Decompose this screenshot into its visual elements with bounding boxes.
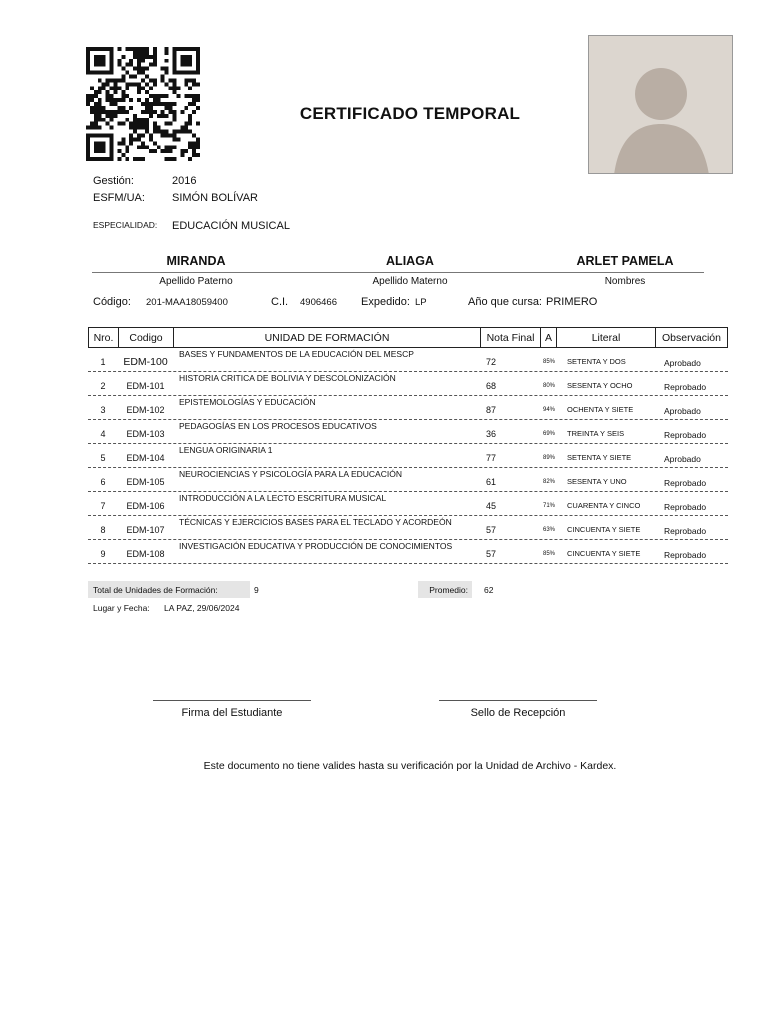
row-asistencia: 63% (543, 527, 556, 533)
row-nota: 87 (486, 405, 497, 415)
lugar-label: Lugar y Fecha: (93, 603, 150, 613)
col-asistencia: A (540, 327, 556, 348)
especialidad-label: ESPECIALIDAD: (93, 220, 158, 230)
row-nota: 57 (486, 525, 497, 535)
row-literal: OCHENTA Y SIETE (567, 405, 634, 414)
row-unidad: NEUROCIENCIAS Y PSICOLOGÍA PARA LA EDUCACIÓN (179, 469, 402, 479)
row-nro: 9 (100, 549, 106, 559)
row-codigo: EDM-105 (126, 477, 165, 487)
row-literal: SETENTA Y SIETE (567, 453, 632, 462)
row-codigo: EDM-102 (126, 405, 165, 415)
row-literal: CUARENTA Y CINCO (567, 501, 641, 510)
student-photo (588, 35, 733, 174)
row-asistencia: 71% (543, 503, 556, 509)
ci-value: 4906466 (300, 297, 337, 308)
row-unidad: TÉCNICAS Y EJERCICIOS BASES PARA EL TECLADO Y ACORDEÓN (179, 517, 452, 527)
col-nota: Nota Final (480, 327, 540, 348)
row-nota: 36 (486, 429, 497, 439)
row-codigo: EDM-108 (126, 549, 165, 559)
row-unidad: INVESTIGACIÓN EDUCATIVA Y PRODUCCIÓN DE CONOCIMIENTOS (179, 541, 453, 551)
row-asistencia: 89% (543, 455, 556, 461)
codigo-value: 201-MAA18059400 (146, 297, 228, 308)
promedio-label: Promedio: (418, 581, 472, 598)
gestion-value: 2016 (172, 175, 197, 187)
sello-recepcion-label: Sello de Recepción (470, 707, 566, 719)
promedio-value: 62 (484, 585, 494, 595)
esfm-label: ESFM/UA: (93, 192, 145, 204)
table-row (88, 396, 728, 420)
col-nro: Nro. (88, 327, 118, 348)
col-observacion: Observación (655, 327, 728, 348)
nombres: ARLET PAMELA (576, 254, 674, 268)
row-nro: 7 (100, 501, 106, 511)
firma-estudiante-label: Firma del Estudiante (181, 707, 283, 719)
row-literal: SETENTA Y DOS (567, 357, 626, 366)
col-literal: Literal (556, 327, 655, 348)
person-silhouette-icon (589, 36, 733, 174)
signature-line-student (153, 700, 311, 701)
total-label: Total de Unidades de Formación: (88, 581, 250, 598)
row-observacion: Reprobado (664, 550, 707, 560)
table-row (88, 540, 728, 564)
nombres-label: Nombres (604, 276, 646, 287)
row-observacion: Reprobado (664, 526, 707, 536)
table-row (88, 348, 728, 372)
row-nro: 4 (100, 429, 106, 439)
row-nota: 61 (486, 477, 497, 487)
table-row (88, 516, 728, 540)
row-observacion: Reprobado (664, 382, 707, 392)
expedido-value: LP (415, 297, 427, 308)
grades-table-header (88, 327, 728, 348)
row-observacion: Reprobado (664, 430, 707, 440)
row-nro: 6 (100, 477, 106, 487)
table-row (88, 444, 728, 468)
row-nro: 8 (100, 525, 106, 535)
disclaimer-text: Este documento no tiene valides hasta su verificación por la Unidad de Archivo - Kardex. (203, 760, 617, 772)
row-literal: SESENTA Y UNO (567, 477, 627, 486)
curso-label: Año que cursa: (468, 296, 542, 308)
row-codigo: EDM-107 (126, 525, 165, 535)
row-literal: TREINTA Y SEIS (567, 429, 625, 438)
row-nota: 45 (486, 501, 497, 511)
ci-label: C.I. (271, 296, 289, 308)
codigo-label: Código: (93, 296, 131, 308)
row-nro: 1 (100, 357, 106, 367)
row-nro: 5 (100, 453, 106, 463)
table-row (88, 492, 728, 516)
gestion-label: Gestión: (93, 175, 134, 187)
qr-code (84, 47, 202, 161)
col-unidad: UNIDAD DE FORMACIÓN (173, 327, 480, 348)
row-literal: CINCUENTA Y SIETE (567, 549, 641, 558)
row-literal: SESENTA Y OCHO (567, 381, 633, 390)
signature-line-seal (439, 700, 597, 701)
curso-value: PRIMERO (546, 296, 598, 308)
row-asistencia: 94% (543, 407, 556, 413)
apellido-paterno-label: Apellido Paterno (159, 276, 233, 287)
row-nota: 77 (486, 453, 497, 463)
document-title: CERTIFICADO TEMPORAL (299, 104, 521, 123)
row-asistencia: 69% (543, 431, 556, 437)
row-asistencia: 80% (543, 383, 556, 389)
row-asistencia: 85% (543, 359, 556, 365)
table-row (88, 420, 728, 444)
row-codigo: EDM-103 (126, 429, 165, 439)
row-unidad: EPISTEMOLOGÍAS Y EDUCACIÓN (179, 397, 316, 407)
especialidad-value: EDUCACIÓN MUSICAL (172, 220, 290, 232)
row-observacion: Reprobado (664, 478, 707, 488)
row-unidad: BASES Y FUNDAMENTOS DE LA EDUCACIÓN DEL MESCP (179, 349, 414, 359)
row-observacion: Aprobado (664, 358, 701, 368)
name-underline (92, 272, 704, 273)
table-row (88, 372, 728, 396)
esfm-value: SIMÓN BOLÍVAR (172, 192, 258, 204)
row-nota: 68 (486, 381, 497, 391)
row-unidad: INTRODUCCIÓN A LA LECTO ESCRITURA MUSICAL (179, 493, 387, 503)
col-codigo: Codigo (118, 327, 173, 348)
row-codigo: EDM-101 (126, 381, 165, 391)
row-codigo: EDM-104 (126, 453, 165, 463)
apellido-paterno: MIRANDA (166, 254, 226, 268)
row-nota: 57 (486, 549, 497, 559)
row-nota: 72 (486, 357, 497, 367)
row-asistencia: 85% (543, 551, 556, 557)
row-observacion: Reprobado (664, 502, 707, 512)
apellido-materno: ALIAGA (386, 254, 434, 268)
row-nro: 3 (100, 405, 106, 415)
row-unidad: PEDAGOGÍAS EN LOS PROCESOS EDUCATIVOS (179, 421, 377, 431)
row-literal: CINCUENTA Y SIETE (567, 525, 641, 534)
table-row (88, 468, 728, 492)
total-value: 9 (254, 585, 259, 595)
row-unidad: HISTORIA CRITICA DE BOLIVIA Y DESCOLONIZACIÓN (179, 373, 396, 383)
lugar-value: LA PAZ, 29/06/2024 (164, 603, 240, 613)
row-nro: 2 (100, 381, 106, 391)
row-observacion: Aprobado (664, 454, 701, 464)
row-unidad: LENGUA ORIGINARIA 1 (179, 445, 273, 455)
expedido-label: Expedido: (361, 296, 410, 308)
apellido-materno-label: Apellido Materno (372, 276, 448, 287)
row-codigo: EDM-100 (123, 356, 168, 368)
row-codigo: EDM-106 (126, 501, 165, 511)
row-observacion: Aprobado (664, 406, 701, 416)
row-asistencia: 82% (543, 479, 556, 485)
